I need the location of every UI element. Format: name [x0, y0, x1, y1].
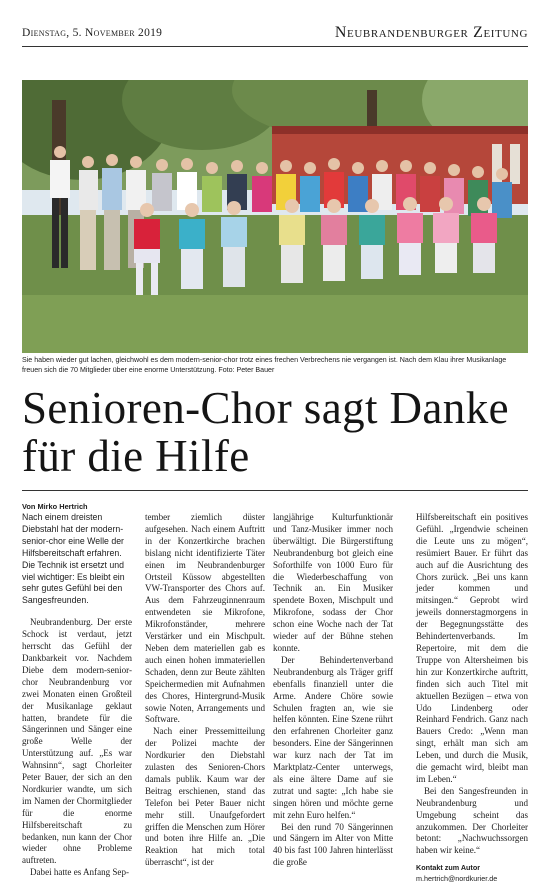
newspaper-name: Neubrandenburger Zeitung [334, 24, 528, 41]
article-column-3 [273, 512, 393, 869]
article-column-4 [416, 512, 528, 884]
masthead-rule [22, 46, 528, 47]
article-paragraph: Dabei hatte es Anfang Sep- [30, 867, 129, 878]
article-paragraph: Bei den rund 70 Sängerinnen und Sängern im Alter von Mitte 40 bis fast 100 Jahren hinterlässt die große [273, 821, 393, 868]
article-column-2 [145, 512, 265, 869]
photo-caption: Sie haben wieder gut lachen, gleichwohl es dem modern-senior-chor trotz eines frechen Verbrechens nie vergangen ist. Nach dem Klau ihrer Musikanlage freuen sich die 70 Mitglieder über eine enorme Unterstützung. Foto: Peter Bauer [22, 356, 507, 375]
contact-label: Kontakt zum Autor [416, 863, 481, 873]
contact-email-link[interactable]: m.hertrich@nordkurier.de [416, 874, 498, 884]
headline-rule [22, 490, 528, 491]
choir-group-picture [22, 80, 528, 353]
article-paragraph: Neubrandenburg. Der erste Schock ist verdaut, jetzt herrscht das Gefühl der Dankbarkeit vor. Nachdem Diebe dem modern-senior-chor Neubrandenburg vor zwei Monaten einen Großteil der Musikanlage geklaut hatten, brandete für die Sängerinnen und Sänger eine große Welle der Unterstützung auf. „Es war Wahnsinn“, sagt Chorleiter Peter Bauer, der sich an den Nordkurier wandte, um sich im Namen der Chormitglieder für die enorme Hilfsbereitschaft zu bedanken, nun kann der Chor wieder ohne Probleme auftreten. [22, 617, 132, 866]
article-paragraph: Hilfsbereitschaft ein positives Gefühl. „Irgendwie scheinen die Leute uns zu mögen“, resümiert Bauer. Er führt das auch auf die Ausrichtung des Chors zurück. „Bei uns kann jeder kommen und mitsingen.“ Geprobt wird jeweils donnerstagmorgens in der Begegnungsstätte des Behindertenverbands. Im Repertoire, mit dem die Truppe von Altersheimen bis hin zur Konzertkirche auftritt, finden sich auch Titel mit aktuellen Bezügen – etwa von Udo Lindenberg oder Reinhard Fendrich. Ganz nach Bauers Credo: „Wenn man singt, erhält man sich am Leben, und durch die Musik, die gemacht wird, bleibt man im Leben.“ [416, 512, 528, 784]
masthead [22, 24, 528, 46]
issue-date: Dienstag, 5. November 2019 [22, 27, 163, 39]
author-byline: Von Mirko Hertrich [22, 502, 88, 511]
article-headline: Senioren-Chor sagt Danke für die Hilfe [22, 383, 509, 481]
article-paragraph: Der Behindertenverband Neubrandenburg als Träger griff ebenfalls finanziell unter die Arme. Andere Chöre sowie Schulen fragten an, wie sie helfen könnten. Eine Szene rührt den erfahrenen Chorleiter ganz besonders. Eine der Sängerinnen war kurz nach der Tat im Marktplatz-Center unterwegs, als eine ältere Dame auf sie zutrat und sagte: „Ich habe sie singen hören und möchte gerne mit zehn Euro helfen.“ [273, 654, 393, 820]
article-paragraph: langjährige Kulturfunktionär und Tanz-Musiker immer noch überwältigt. Die Bürgerstiftung Neubrandenburg bot gleich eine Soforthilfe von 1000 Euro für die Wiederbeschaffung von Technik an. Ein Musiker spendete Boxen, Mischpult und Mikrofone, sodass der Chor schon eine Woche nach der Tat wieder auf der Bühne stehen konnte. [273, 512, 393, 653]
article-lead: Nach einem dreisten Diebstahl hat der modern-senior-chor eine Welle der Hilfsbereitschaft erfahren. Die Technik ist ersetzt und viel wichtiger: Es bleibt ein sehr gutes Gefühl bei den Sangesfreunden. [22, 512, 125, 606]
article-column-1 [22, 512, 132, 879]
choir-photo [22, 80, 528, 353]
article-paragraph: Bei den Sangesfreunden in Neubrandenburg und Umgebung scheint das anzukommen. Der Chorleiter betont: „Nachwuchssorgen haben wir keine.“ [416, 785, 528, 856]
article-paragraph: Nach einer Pressemitteilung der Polizei machte der Nordkurier den Diebstahl zulasten des Senioren-Chors damals publik. Kaum war der Beitrag erschienen, stand das Telefon bei Peter Bauer nicht mehr still. Unaufgefordert griffen die Menschen zum Hörer und boten ihre Hilfe an. „Die Reaktion hat mich total überrascht“, ist der [145, 726, 265, 868]
article-paragraph: tember ziemlich düster aufgesehen. Nach einem Auftritt in der Konzertkirche brachen bislang nicht identifizierte Täter einen im Neubrandenburger Ortsteil Küssow abgestellten VW-Transporter des Chors auf. Aus dem Fahrzeuginnenraum entwendeten sie Mikrofone, Mikrofonständer, mehrere Verstärker und ein Mischpult. Neben dem materiellen gab es auch einen hohen immateriellen Schaden, denn zur Beute zählten Speichermedien mit Aufnahmen des Chores, Hintergrund-Musik sowie Noten, Arrangements und Software. [145, 512, 265, 725]
